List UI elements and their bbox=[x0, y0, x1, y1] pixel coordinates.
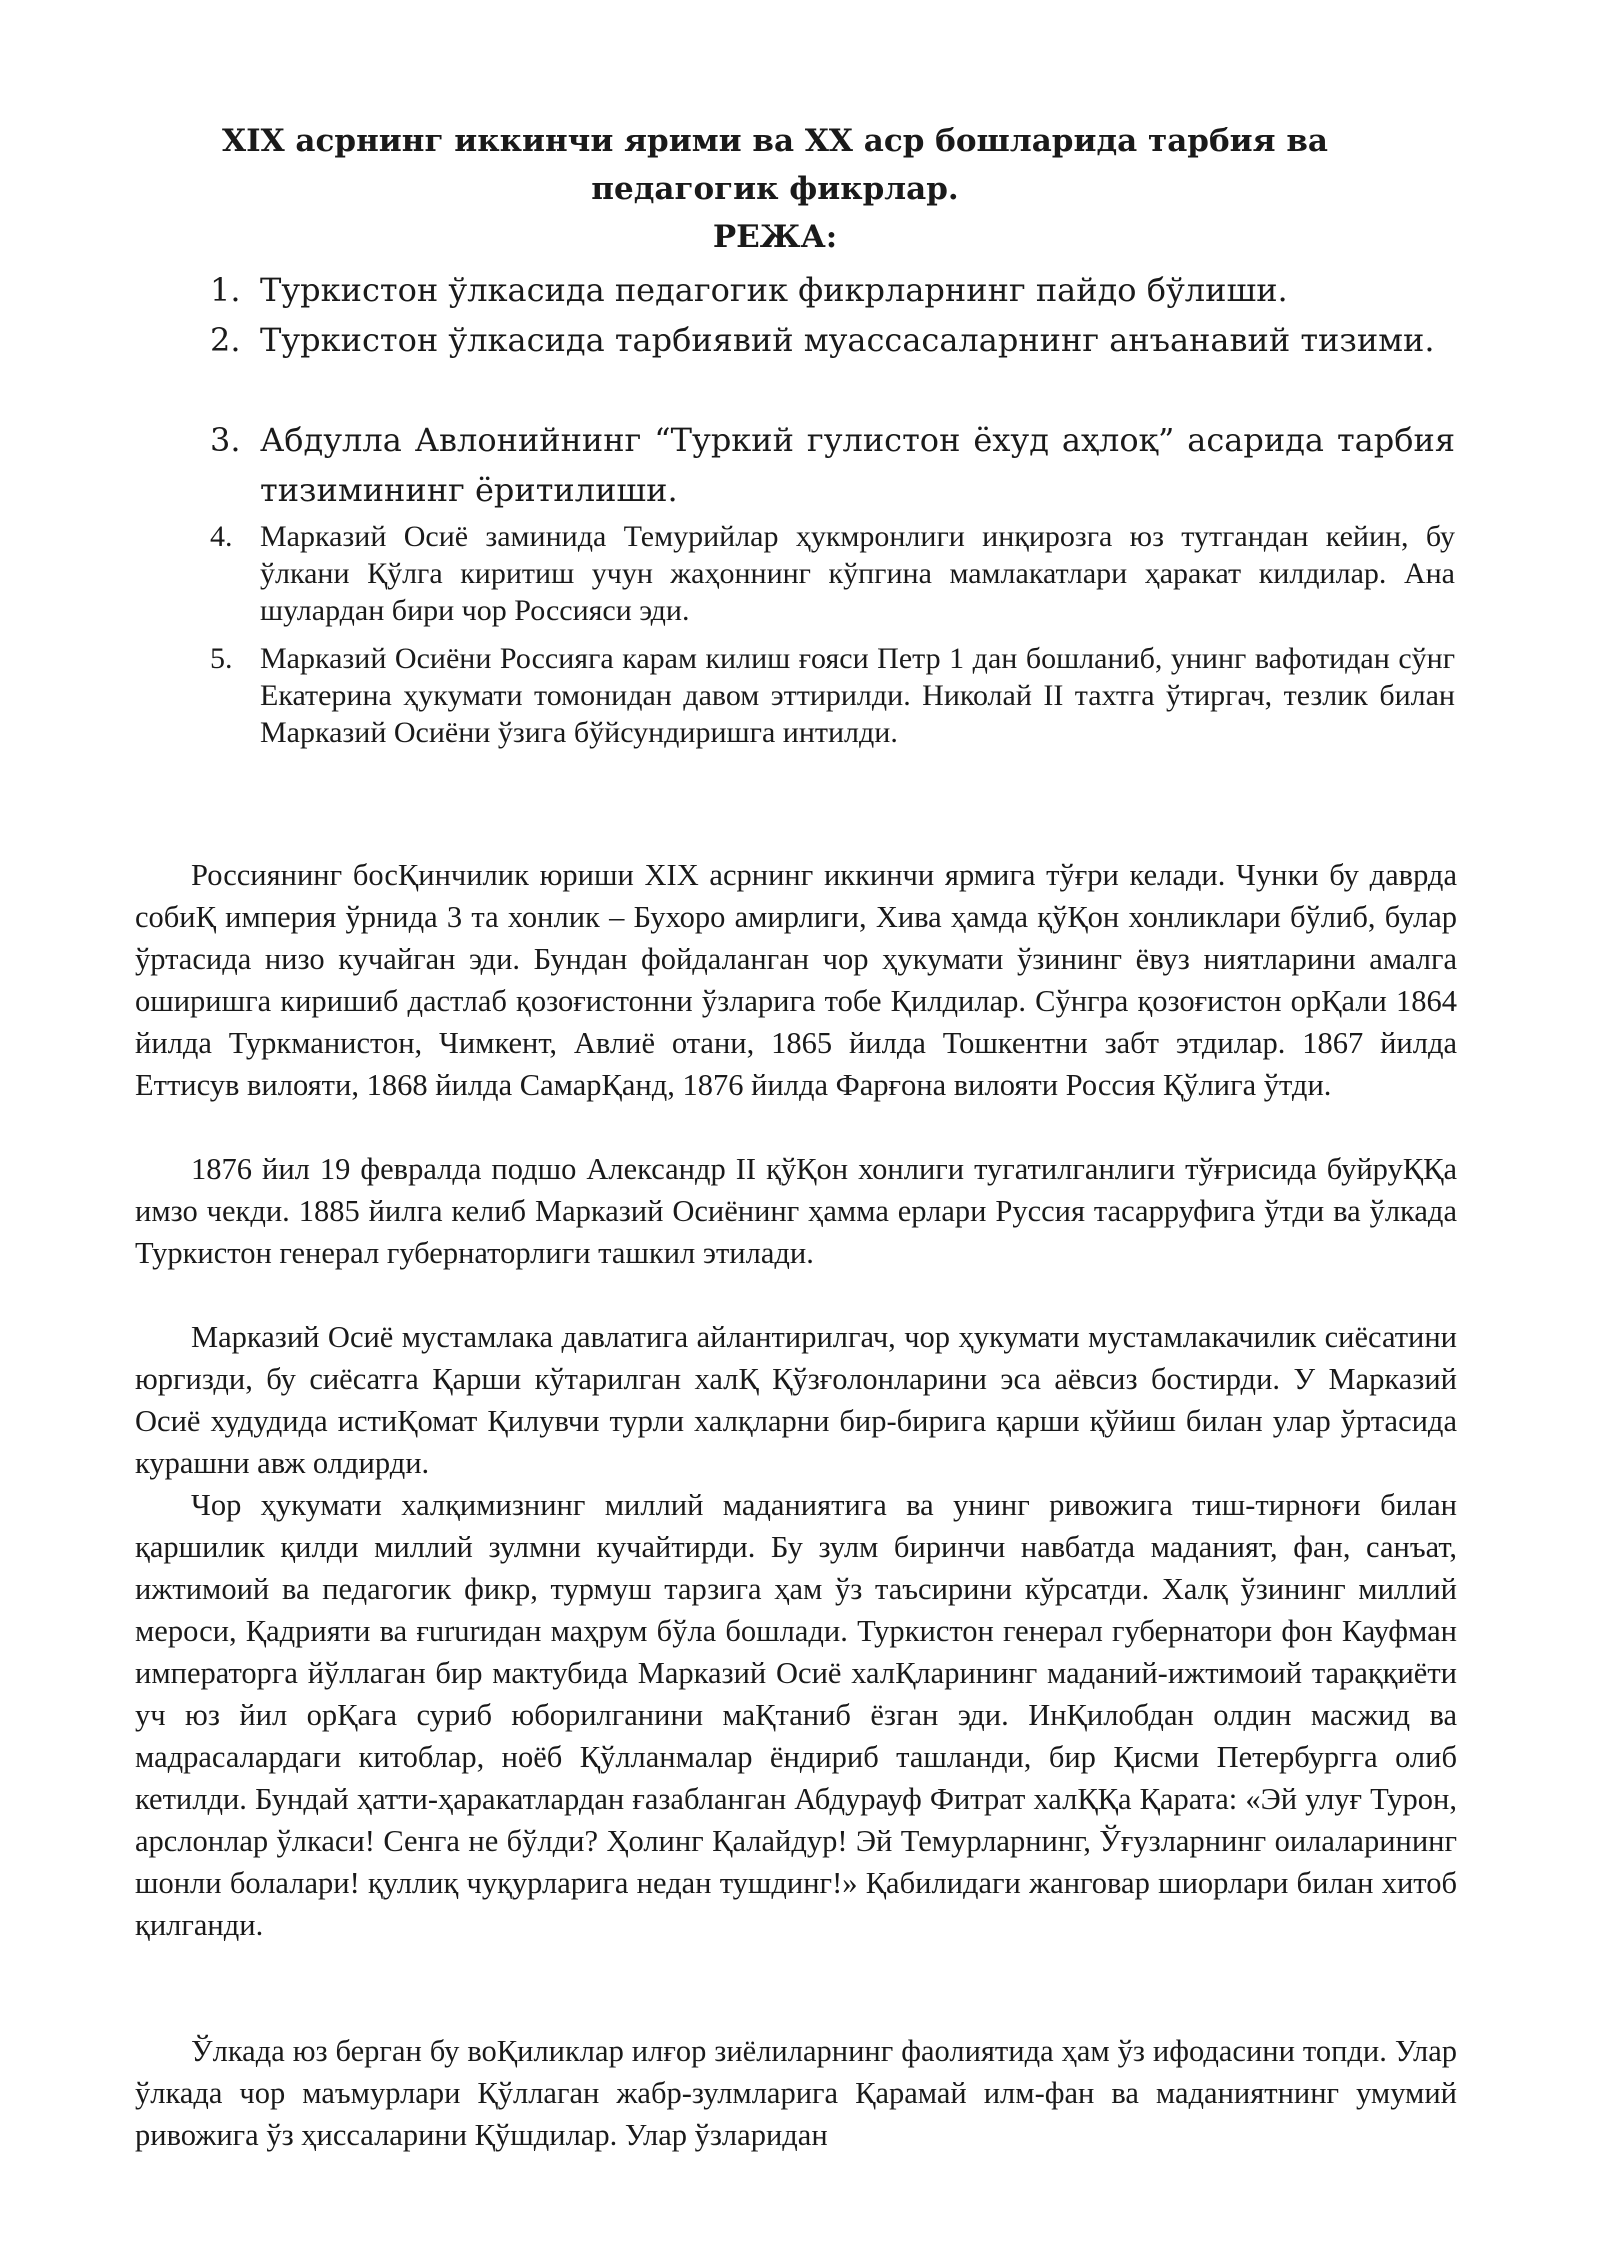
plan-item-text: Туркистон ўлкасида тарбиявий муассасаларнинг анъанавий тизими. bbox=[260, 321, 1435, 359]
plan-item-number: 1. bbox=[210, 271, 241, 309]
body-paragraph: Ўлкада юз берган бу воҚиликлар илғор зиёлиларнинг фаолиятида ҳам ўз ифодасини топди. Улар ўлкада чор маъмурлари Қўллаган жабр-зулмларига Қарамай илм-фан ва маданиятнинг умумий ривожига ўз ҳиссаларини Қўшдилар. Улар ўзларидан bbox=[135, 2034, 1457, 2152]
body-paragraph: Марказий Осиё мустамлака давлатига айлантирилгач, чор ҳукумати мустамлакачилик сиёсатини юргизди, бу сиёсатга Қарши кўтарилган халҚ Қўзғолонларини эса аёвсиз бостирди. У Марказий Осиё худудида истиҚомат Қилувчи турли халқларни бир-бирига қарши қўйиш билан улар ўртасида курашни авж олдирди. bbox=[135, 1320, 1457, 1480]
plan-item-text: Марказий Осиё заминида Темурийлар ҳукмронлиги инқирозга юз тутгандан кейин, бу ўлкани Қўлга киритиш учун жаҳоннинг кўпгина мамлакатлари ҳаракат килдилар. Ана шулардан бири чор Россияси эди. bbox=[260, 520, 1455, 627]
body-paragraph: Россиянинг босҚинчилик юриши XIX асрнинг иккинчи ярмига тўғри келади. Чунки бу даврда собиҚ империя ўрнида 3 та хонлик – Бухоро амирлиги, Хива ҳамда қўҚон хонликлари бўлиб, булар ўртасида низо кучайган эди. Бундан фойдаланган чор ҳукумати ўзининг ёвуз ниятларини амалга оширишга киришиб дастлаб қозоғистонни ўзларига тобе Қилдилар. Сўнгра қозоғистон орҚали 1864 йилда Туркманистон, Чимкент, Авлиё отани, 1865 йилда Тошкентни забт этдилар. 1867 йилда Еттисув вилояти, 1868 йилда СамарҚанд, 1876 йилда Фарғона вилояти Россия Қўлига ўтди. bbox=[135, 858, 1457, 1102]
plan-item-number: 5. bbox=[210, 642, 233, 675]
plan-item-text: Абдулла Авлонийнинг “Туркий гулистон ёхуд аҳлоқ” асарида тарбия тизимининг ёритилиши. bbox=[260, 421, 1455, 509]
plan-item-text: Марказий Осиёни Россияга карам килиш ғояси Петр 1 дан бошланиб, унинг вафотидан сўнг Екатерина ҳукумати томонидан давом эттирилди. Николай II тахтга ўтиргач, тезлик билан Марказий Осиёни ўзига бўйсундиришга интилди. bbox=[260, 642, 1455, 749]
plan-item-text: Туркистон ўлкасида педагогик фикрларнинг пайдо бўлиши. bbox=[260, 271, 1288, 309]
plan-item-number: 4. bbox=[210, 520, 233, 553]
document-title-line-1: XIX асрнинг иккинчи ярими ва XX аср бошларида тарбия ва bbox=[222, 123, 1328, 159]
body-paragraph: Чор ҳукумати халқимизнинг миллий маданиятига ва унинг ривожига тиш-тирноғи билан қаршилик қилди миллий зулмни кучайтирди. Бу зулм биринчи навбатда маданият, фан, санъат, ижтимоий ва педагогик фикр, турмуш тарзига ҳам ўз таъсирини кўрсатди. Халқ ўзининг миллий мероси, Қадрияти ва ғururидан маҳрум бўла бошлади. Туркистон генерал губернатори фон Кауфман императорга йўллаган бир мактубида Марказий Осиё халҚларининг маданий-ижтимоий тараққиёти уч юз йил орҚага суриб юборилганини маҚтаниб ёзган эди. ИнҚилобдан олдин масжид ва мадрасалардаги китоблар, ноёб Қўлланмалар ёндириб ташланди, бир Қисми Петербургга олиб кетилди. Бундай ҳатти-ҳаракатлардан ғазабланган Абдурауф Фитрат халҚҚа Қарата: «Эй улуғ Турон, арслонлар ўлкаси! Сенга не бўлди? Ҳолинг Қалайдур! Эй Темурларнинг, Ўғузларнинг оилаларининг шонли болалари! қуллиқ чуқурларига недан тушдинг!» Қабилидаги жанговар шиорлари билан хитоб қилганди. bbox=[135, 1488, 1457, 1942]
body-paragraph: 1876 йил 19 февралда подшо Александр II қўҚон хонлиги тугатилганлиги тўғрисида буйруҚҚа имзо чекди. 1885 йилга келиб Марказий Осиёнинг ҳамма ерлари Руссия тасарруфига ўтди ва ўлкада Туркистон генерал губернаторлиги ташкил этилади. bbox=[135, 1152, 1457, 1270]
plan-heading: РЕЖА: bbox=[712, 219, 838, 255]
plan-item-number: 3. bbox=[210, 421, 241, 459]
document-title-line-2: педагогик фикрлар. bbox=[591, 171, 959, 207]
plan-item-number: 2. bbox=[210, 321, 241, 359]
